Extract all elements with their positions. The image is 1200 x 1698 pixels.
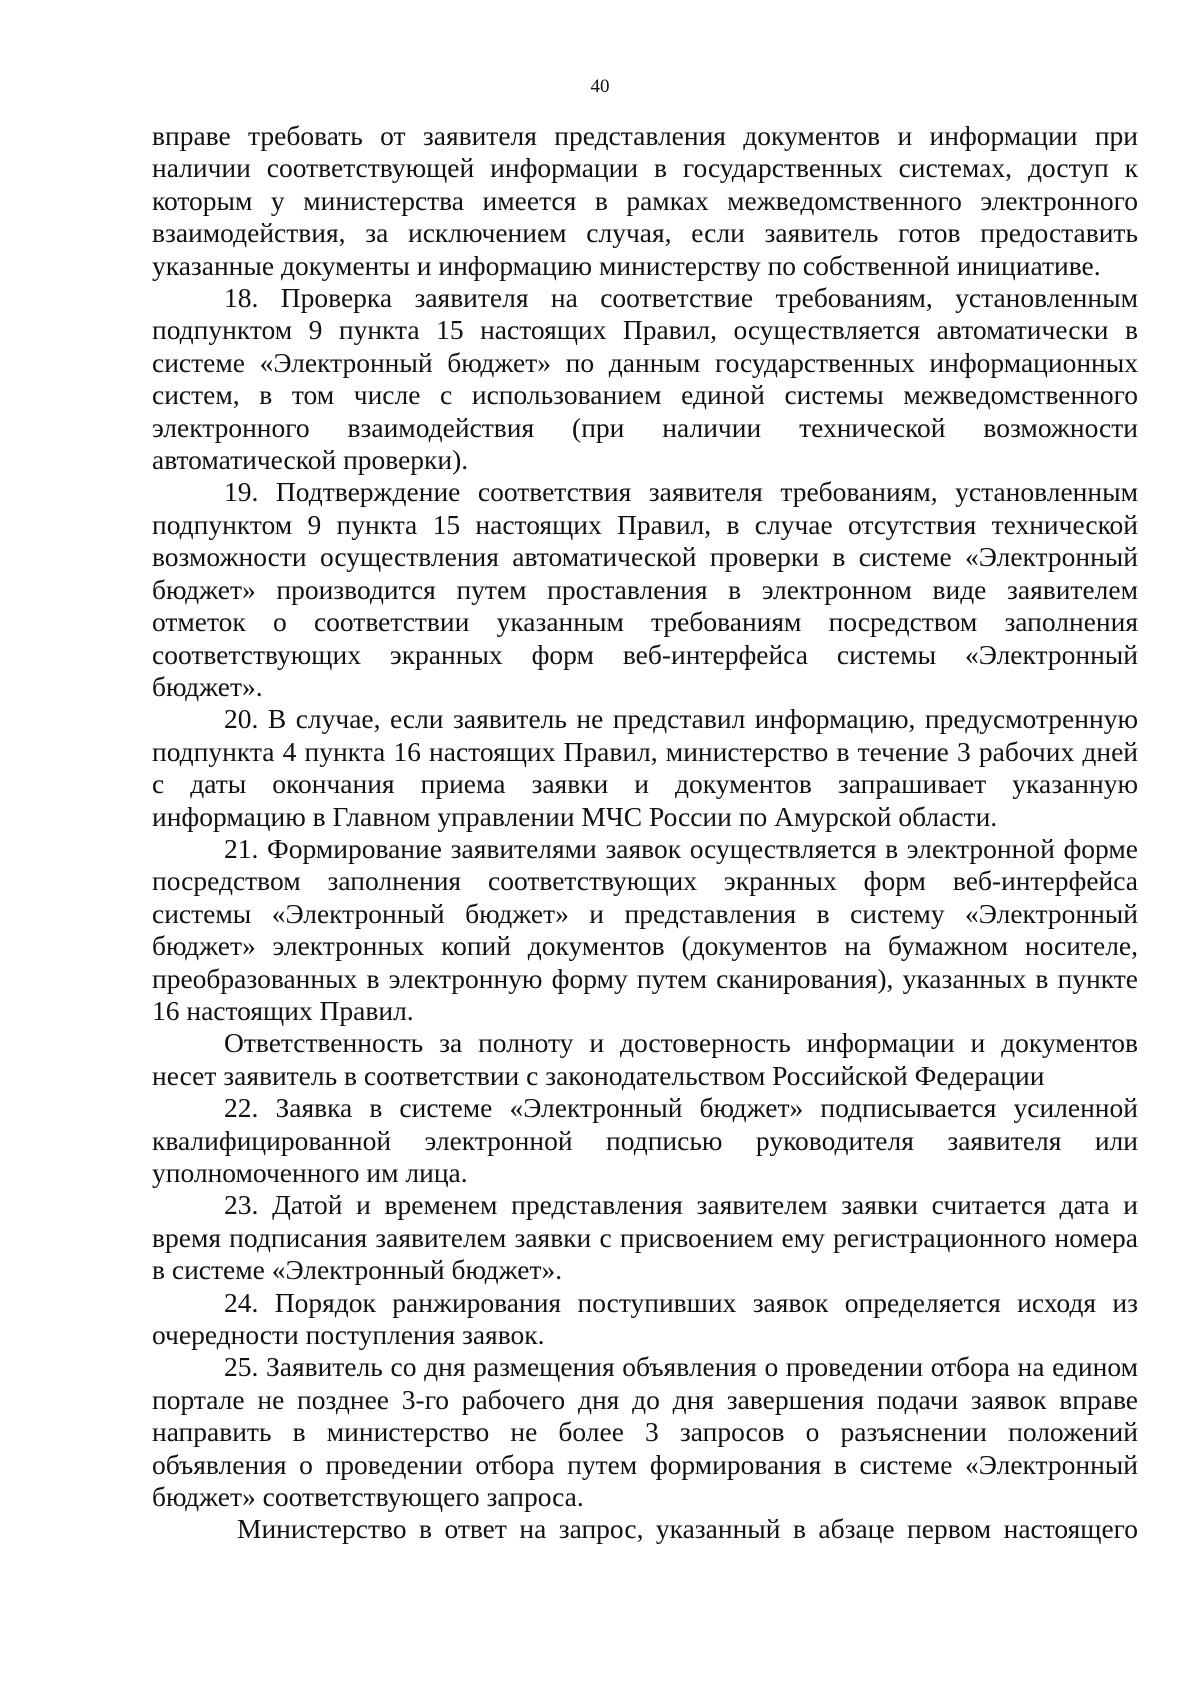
document-body	[152, 120, 1138, 1546]
paragraph-23: 23. Датой и временем представления заявителем заявки считается дата и время подписания заявителем заявки с присвоением ему регистрационного номера в системе «Электронный бюджет».	[152, 1189, 1138, 1286]
paragraph-18: 18. Проверка заявителя на соответствие требованиям, установленным подпунктом 9 пункта 15 настоящих Правил, осуществляется автоматически в системе «Электронный бюджет» по данным государственных информационных систем, в том числе с использованием единой системы межведомственного электронного взаимодействия (при наличии технической возможности автоматической проверки).	[152, 282, 1138, 476]
paragraph-21: 21. Формирование заявителями заявок осуществляется в электронной форме посредством заполнения соответствующих экранных форм веб-интерфейса системы «Электронный бюджет» и представления в систему «Электронный бюджет» электронных копий документов (документов на бумажном носителе, преобразованных в электронную форму путем сканирования), указанных в пункте 16 настоящих Правил.	[152, 832, 1138, 1026]
paragraph-ministry-response: Министерство в ответ на запрос, указанный в абзаце первом настоящего	[237, 1513, 1138, 1545]
paragraph-responsibility: Ответственность за полноту и достоверность информации и документов несет заявитель в соответствии с законодательством Российской Федерации	[152, 1027, 1138, 1091]
paragraph-19: 19. Подтверждение соответствия заявителя требованиям, установленным подпунктом 9 пункта 15 настоящих Правил, в случае отсутствия технической возможности осуществления автоматической проверки в системе «Электронный бюджет» производится путем проставления в электронном виде заявителем отметок о соответствии указанным требованиям посредством заполнения соответствующих экранных форм веб-интерфейса системы «Электронный бюджет».	[152, 476, 1138, 702]
paragraph-24: 24. Порядок ранжирования поступивших заявок определяется исходя из очередности поступления заявок.	[152, 1286, 1138, 1351]
page-number: 40	[590, 76, 610, 97]
paragraph-20: 20. В случае, если заявитель не представил информацию, предусмотренную подпункта 4 пункта 16 настоящих Правил, министерство в течение 3 рабочих дней с даты окончания приема заявки и документов запрашивает указанную информацию в Главном управлении МЧС России по Амурской области.	[152, 703, 1138, 832]
paragraph-continuation: вправе требовать от заявителя представления документов и информации при наличии соответствующей информации в государственных системах, доступ к которым у министерства имеется в рамках межведомственного электронного взаимодействия, за исключением случая, если заявитель готов предоставить указанные документы и информацию министерству по собственной инициативе.	[152, 120, 1138, 281]
paragraph-25: 25. Заявитель со дня размещения объявления о проведении отбора на едином портале не позднее 3-го рабочего дня до дня завершения подачи заявок вправе направить в министерство не более 3 запросов о разъяснении положений объявления о проведении отбора путем формирования в системе «Электронный бюджет» соответствующего запроса.	[152, 1351, 1138, 1513]
paragraph-22: 22. Заявка в системе «Электронный бюджет» подписывается усиленной квалифицированной электронной подписью руководителя заявителя или уполномоченного им лица.	[152, 1092, 1138, 1188]
